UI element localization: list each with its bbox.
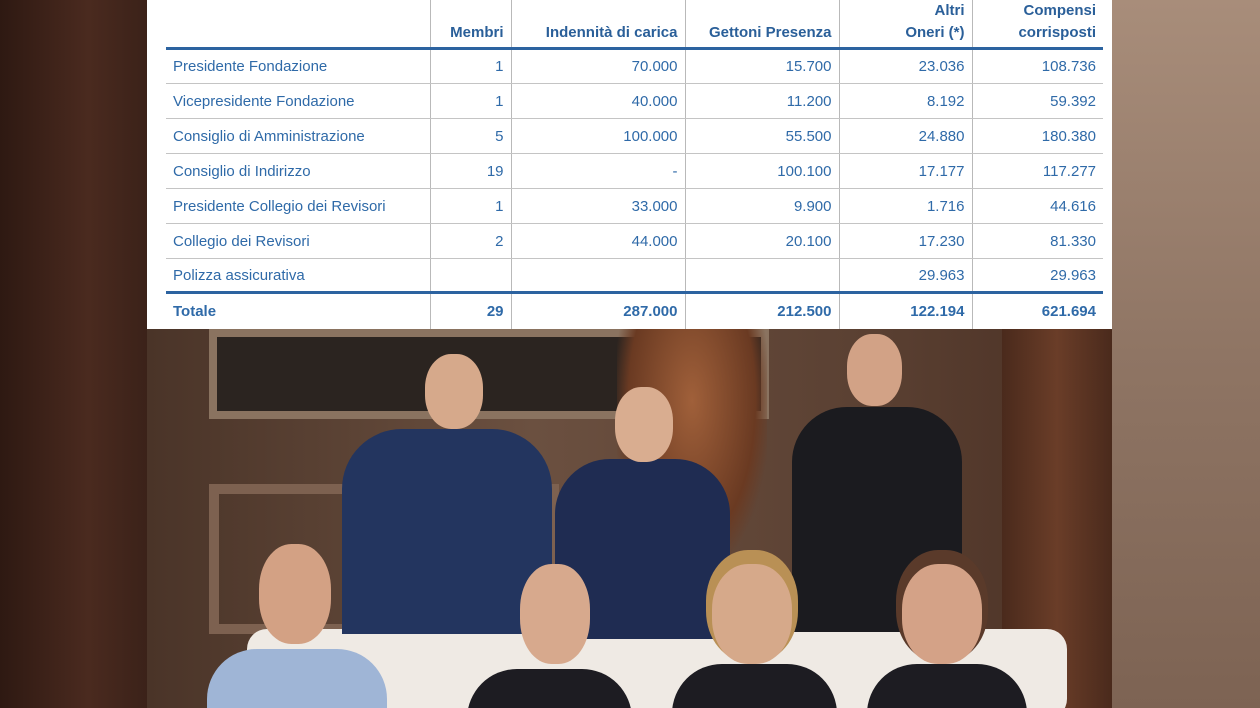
cell-label: Collegio dei Revisori bbox=[166, 224, 430, 259]
header-compensi: Compensi corrisposti bbox=[972, 0, 1103, 49]
cell-indennita: 100.000 bbox=[511, 119, 685, 154]
cell-altri-oneri: 17.177 bbox=[839, 154, 972, 189]
cell-compensi: 81.330 bbox=[972, 224, 1103, 259]
cell-altri-oneri: 23.036 bbox=[839, 49, 972, 84]
cell-gettoni: 9.900 bbox=[685, 189, 839, 224]
cell-gettoni: 100.100 bbox=[685, 154, 839, 189]
cell-altri-oneri: 1.716 bbox=[839, 189, 972, 224]
table-row bbox=[166, 119, 1103, 154]
cell-compensi: 59.392 bbox=[972, 84, 1103, 119]
cell-gettoni bbox=[685, 259, 839, 293]
cell-label: Polizza assicurativa bbox=[166, 259, 430, 293]
cell-label: Consiglio di Amministrazione bbox=[166, 119, 430, 154]
table-row bbox=[166, 154, 1103, 189]
cell-indennita: 287.000 bbox=[511, 293, 685, 329]
cell-gettoni: 212.500 bbox=[685, 293, 839, 329]
cell-membri: 2 bbox=[430, 224, 511, 259]
cell-gettoni: 20.100 bbox=[685, 224, 839, 259]
cell-altri-oneri: 29.963 bbox=[839, 259, 972, 293]
cell-compensi: 180.380 bbox=[972, 119, 1103, 154]
cell-membri: 5 bbox=[430, 119, 511, 154]
cell-compensi: 29.963 bbox=[972, 259, 1103, 293]
person-head bbox=[902, 564, 982, 664]
cell-altri-oneri: 8.192 bbox=[839, 84, 972, 119]
cell-compensi: 621.694 bbox=[972, 293, 1103, 329]
person-head bbox=[712, 564, 792, 664]
right-background bbox=[1112, 0, 1260, 708]
cell-membri: 19 bbox=[430, 154, 511, 189]
table-row bbox=[166, 84, 1103, 119]
person bbox=[672, 664, 837, 708]
person-head bbox=[615, 387, 673, 462]
table-header-row bbox=[166, 0, 1103, 49]
left-background bbox=[0, 0, 147, 708]
cell-indennita: 33.000 bbox=[511, 189, 685, 224]
total-row bbox=[166, 293, 1103, 329]
table-row bbox=[166, 259, 1103, 293]
cell-altri-oneri: 24.880 bbox=[839, 119, 972, 154]
cell-indennita bbox=[511, 259, 685, 293]
person-head bbox=[259, 544, 331, 644]
person-head bbox=[425, 354, 483, 429]
person bbox=[207, 649, 387, 708]
table-row bbox=[166, 189, 1103, 224]
cell-compensi: 108.736 bbox=[972, 49, 1103, 84]
cell-membri: 1 bbox=[430, 84, 511, 119]
person bbox=[867, 664, 1027, 708]
cell-gettoni: 11.200 bbox=[685, 84, 839, 119]
cell-membri: 29 bbox=[430, 293, 511, 329]
cell-membri: 1 bbox=[430, 189, 511, 224]
table-row bbox=[166, 224, 1103, 259]
board-group-photo bbox=[147, 329, 1112, 708]
cell-label: Totale bbox=[173, 302, 217, 320]
cell-compensi: 44.616 bbox=[972, 189, 1103, 224]
compensation-table-panel bbox=[147, 0, 1112, 329]
cell-gettoni: 15.700 bbox=[685, 49, 839, 84]
person-head bbox=[520, 564, 590, 664]
header-label bbox=[166, 0, 430, 49]
header-altri-oneri: Altri Oneri (*) bbox=[839, 0, 972, 49]
cell-indennita: 40.000 bbox=[511, 84, 685, 119]
cell-membri bbox=[430, 259, 511, 293]
cell-compensi: 117.277 bbox=[972, 154, 1103, 189]
cell-label: Presidente Fondazione bbox=[166, 49, 430, 84]
cell-altri-oneri: 17.230 bbox=[839, 224, 972, 259]
cell-membri: 1 bbox=[430, 49, 511, 84]
cell-indennita: 70.000 bbox=[511, 49, 685, 84]
cell-indennita: - bbox=[511, 154, 685, 189]
cell-label: Vicepresidente Fondazione bbox=[166, 84, 430, 119]
compensation-table bbox=[166, 0, 1103, 329]
person-head bbox=[847, 334, 902, 406]
cell-label: Consiglio di Indirizzo bbox=[166, 154, 430, 189]
table-row bbox=[166, 49, 1103, 84]
cell-gettoni: 55.500 bbox=[685, 119, 839, 154]
cell-altri-oneri: 122.194 bbox=[839, 293, 972, 329]
header-membri: Membri bbox=[430, 0, 511, 49]
header-gettoni: Gettoni Presenza bbox=[685, 0, 839, 49]
header-indennita: Indennità di carica bbox=[511, 0, 685, 49]
cell-label: Presidente Collegio dei Revisori bbox=[166, 189, 430, 224]
cell-indennita: 44.000 bbox=[511, 224, 685, 259]
